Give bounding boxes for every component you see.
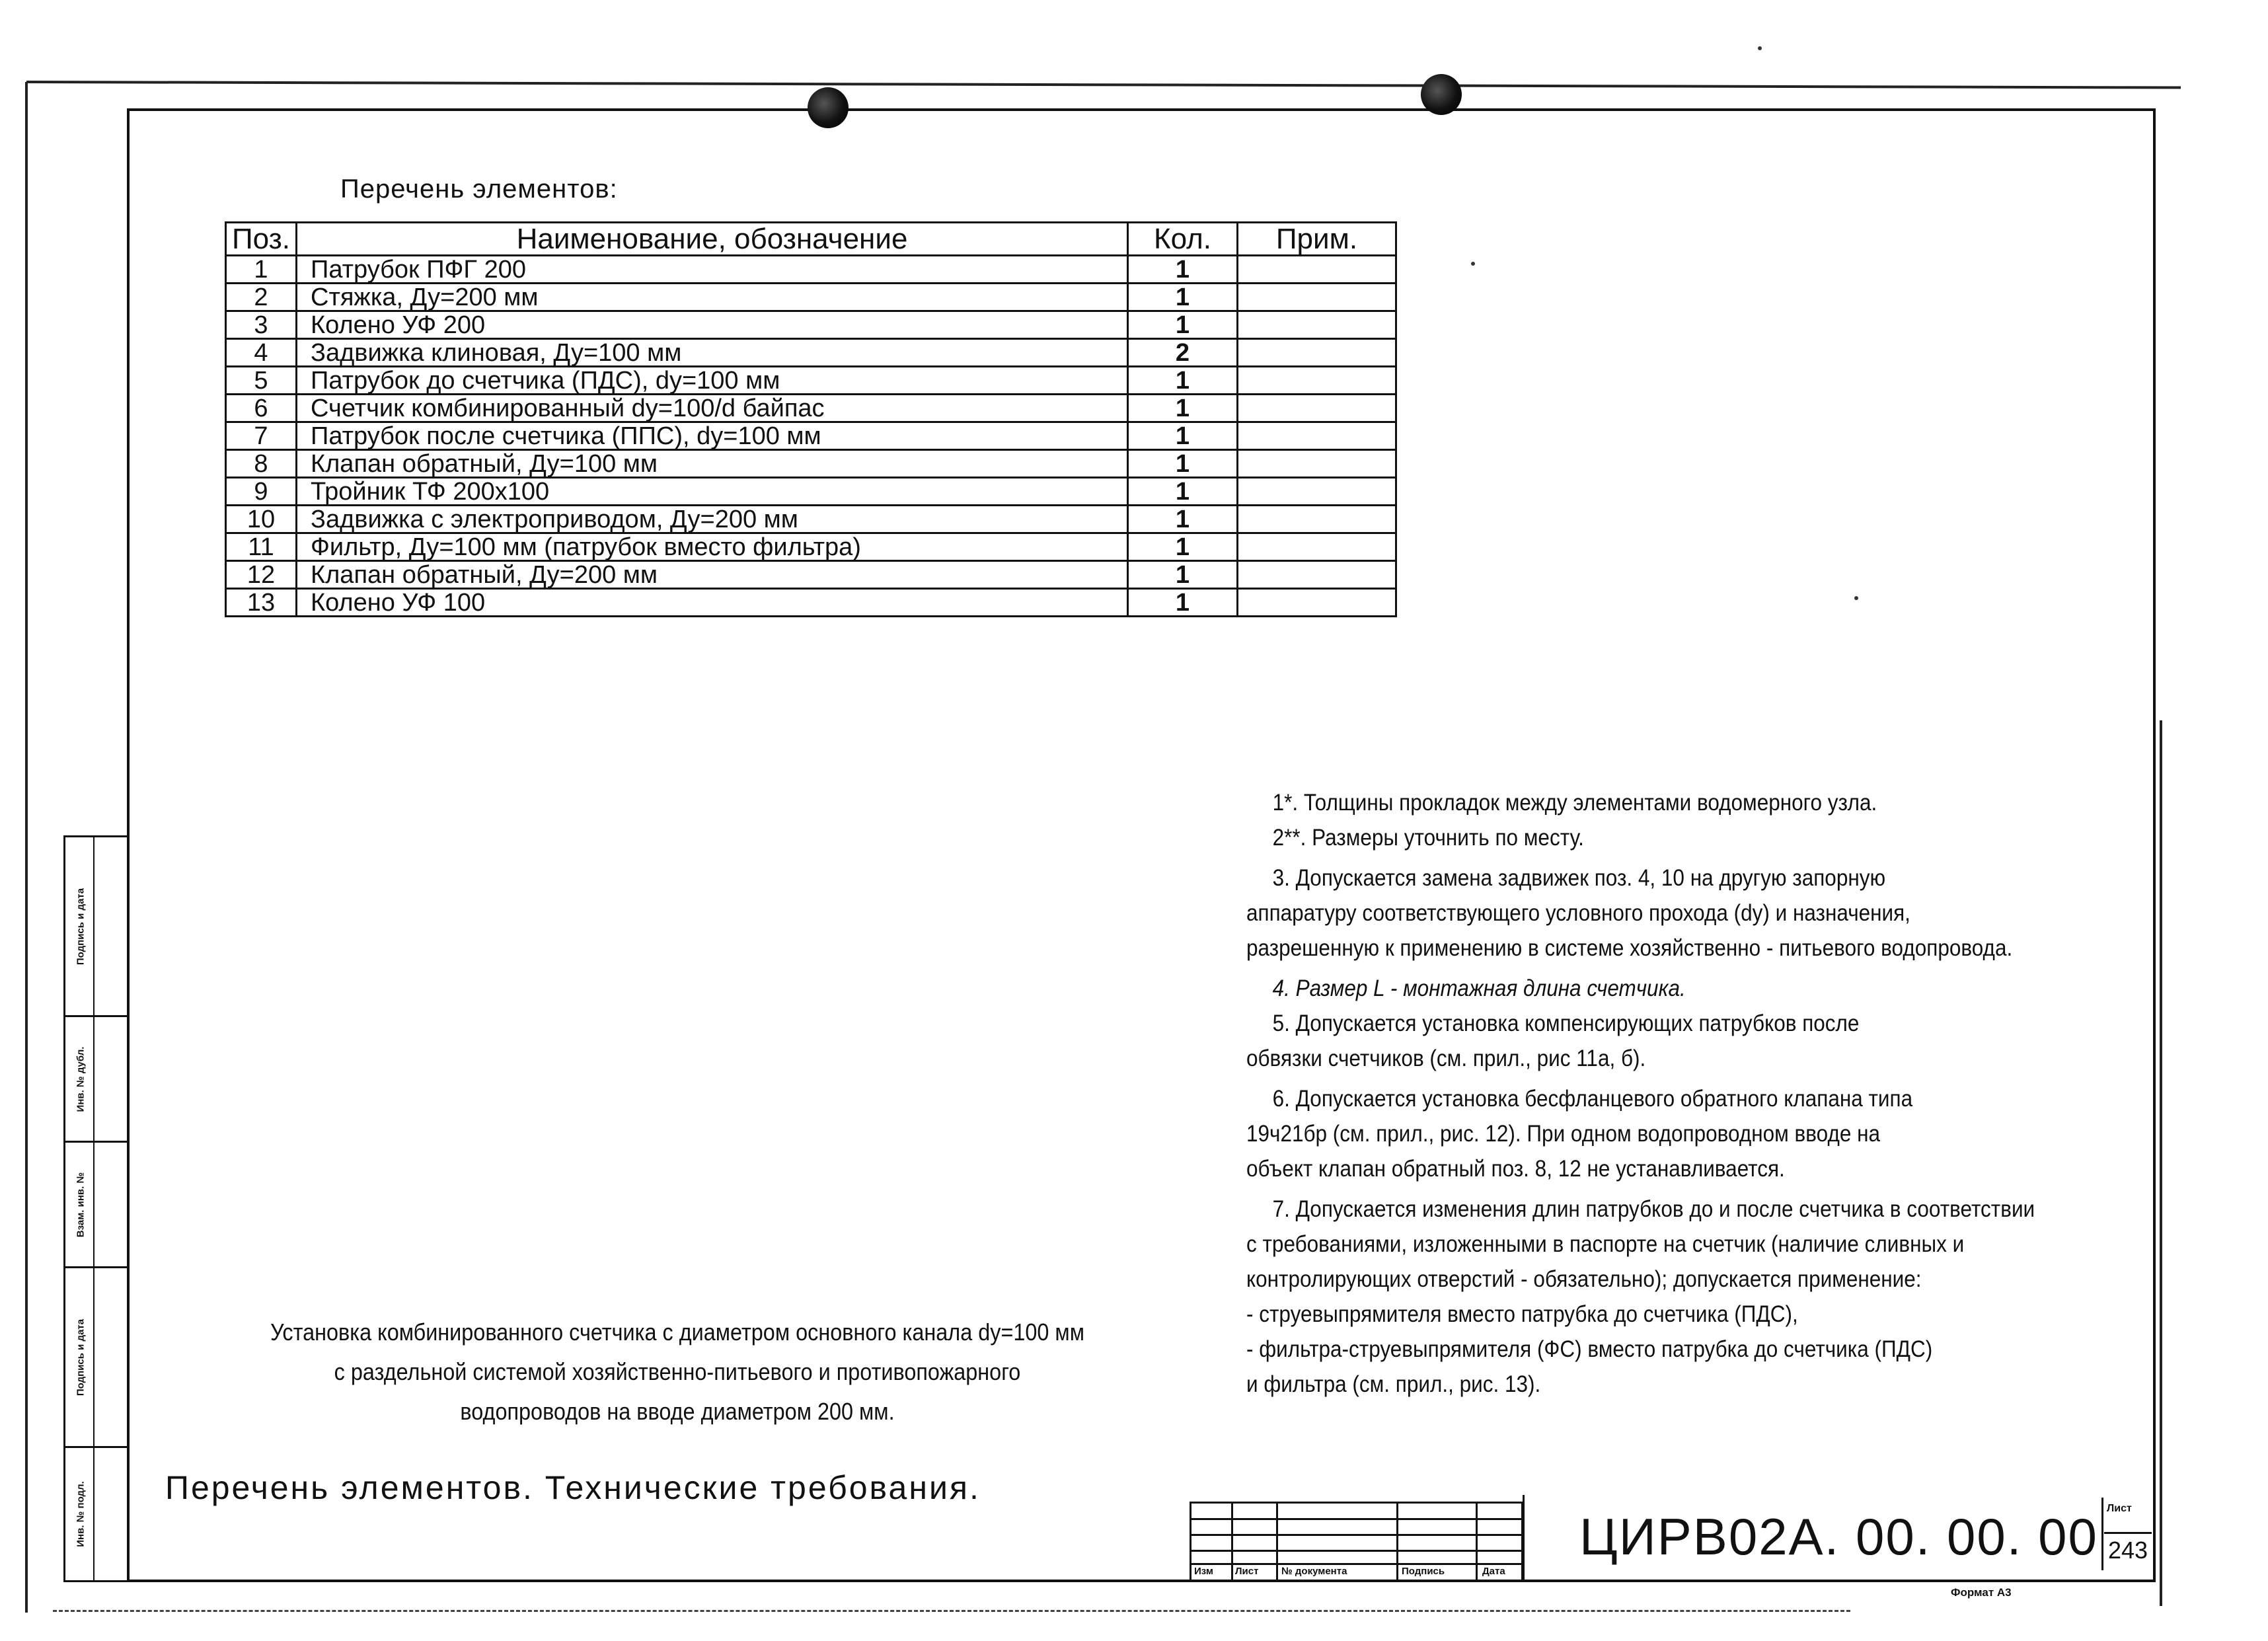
note-3-line: аппаратуру соответствующего условного прохода (dy) и назначения, — [1246, 900, 1910, 926]
cell-pos: 2 — [226, 284, 297, 311]
cell-name: Задвижка с электроприводом, Ду=200 мм — [297, 506, 1128, 533]
title-block-label: Изм — [1194, 1566, 1213, 1577]
cell-pos: 8 — [226, 450, 297, 478]
cell-name: Стяжка, Ду=200 мм — [297, 284, 1128, 311]
note-7-line: с требованиями, изложенными в паспорте на счетчик (наличие сливных и — [1246, 1231, 1965, 1257]
table-row — [226, 395, 1396, 422]
cell-note — [1238, 589, 1396, 617]
scan-speck — [1471, 262, 1475, 266]
cell-qty: 1 — [1128, 395, 1238, 422]
binding-label: Взам. инв. № — [68, 1143, 94, 1266]
cell-qty: 1 — [1128, 311, 1238, 339]
binding-cell — [65, 1448, 128, 1580]
sheet-number: 243 — [2104, 1532, 2152, 1564]
table-row — [226, 284, 1396, 311]
title-block-grid — [1190, 1502, 1523, 1582]
cell-pos: 9 — [226, 478, 297, 506]
note-6-line: 19ч21бр (см. прил., рис. 12). При одном водопроводном вводе на — [1246, 1121, 1881, 1147]
drawing-title: Перечень элементов. Технические требования. — [165, 1469, 981, 1506]
title-block-label: Лист — [1235, 1566, 1259, 1577]
cell-name: Колено УФ 100 — [297, 589, 1128, 617]
cell-name: Фильтр, Ду=100 мм (патрубок вместо фильтра) — [297, 533, 1128, 561]
cell-pos: 12 — [226, 561, 297, 589]
cell-qty: 1 — [1128, 256, 1238, 284]
table-row — [226, 478, 1396, 506]
cell-note — [1238, 506, 1396, 533]
cell-qty: 1 — [1128, 478, 1238, 506]
note-7-line: - фильтра-струевыпрямителя (ФС) вместо патрубка до счетчика (ПДС) — [1246, 1336, 1933, 1362]
cell-note — [1238, 561, 1396, 589]
cell-pos: 1 — [226, 256, 297, 284]
cell-note — [1238, 367, 1396, 395]
punch-hole — [1421, 74, 1462, 115]
table-row — [226, 506, 1396, 533]
note-3-line: разрешенную к применению в системе хозяйственно - питьевого водопровода. — [1246, 935, 2013, 961]
cell-name: Клапан обратный, Ду=100 мм — [297, 450, 1128, 478]
binding-label: Подпись и дата — [68, 1268, 94, 1446]
note-7-line: - струевыпрямителя вместо патрубка до счетчика (ПДС), — [1246, 1301, 1798, 1327]
scan-speck — [1758, 46, 1762, 50]
title-block-label: Подпись — [1402, 1566, 1445, 1577]
cell-name: Колено УФ 200 — [297, 311, 1128, 339]
technical-requirements — [1246, 785, 2138, 1402]
elements-table — [225, 221, 1397, 617]
column-header-qty: Кол. — [1128, 223, 1238, 256]
note-5-line: 5. Допускается установка компенсирующих патрубков после — [1272, 1011, 1860, 1036]
outer-frame-right — [2160, 720, 2162, 1606]
cell-qty: 1 — [1128, 284, 1238, 311]
note-6-line: 6. Допускается установка бесфланцевого обратного клапана типа — [1272, 1086, 1913, 1112]
elements-list-title: Перечень элементов: — [340, 174, 618, 204]
cell-qty: 1 — [1128, 506, 1238, 533]
title-block-separator — [1523, 1495, 1525, 1582]
cell-name: Тройник ТФ 200х100 — [297, 478, 1128, 506]
cell-pos: 4 — [226, 339, 297, 367]
cell-name: Патрубок после счетчика (ППС), dy=100 мм — [297, 422, 1128, 450]
installation-caption — [178, 1313, 1176, 1431]
note-6-line: объект клапан обратный поз. 8, 12 не устанавливается. — [1246, 1156, 1785, 1182]
cell-qty: 2 — [1128, 339, 1238, 367]
cell-qty: 1 — [1128, 422, 1238, 450]
cell-name: Патрубок ПФГ 200 — [297, 256, 1128, 284]
note-3-line: 3. Допускается замена задвижек поз. 4, 10 на другую запорную — [1272, 865, 1886, 891]
note-7-line: контролирующих отверстий - обязательно); допускается применение: — [1246, 1266, 1922, 1292]
binding-label: Подпись и дата — [68, 837, 94, 1015]
table-row — [226, 589, 1396, 617]
caption-line: Установка комбинированного счетчика с диаметром основного канала dy=100 мм — [270, 1318, 1084, 1346]
column-header-pos: Поз. — [226, 223, 297, 256]
punch-hole — [808, 87, 849, 128]
cell-note — [1238, 284, 1396, 311]
note-4: 4. Размер L - монтажная длина счетчика. — [1272, 975, 1686, 1001]
cell-name: Задвижка клиновая, Ду=100 мм — [297, 339, 1128, 367]
note-1: 1*. Толщины прокладок между элементами водомерного узла. — [1272, 790, 1877, 816]
caption-line: с раздельной системой хозяйственно-питьевого и противопожарного — [334, 1358, 1021, 1385]
cell-note — [1238, 422, 1396, 450]
outer-frame-left — [25, 82, 28, 1613]
binding-strip — [63, 835, 130, 1582]
table-row — [226, 311, 1396, 339]
cell-qty: 1 — [1128, 561, 1238, 589]
binding-cell — [65, 1017, 128, 1143]
binding-cell — [65, 837, 128, 1017]
cell-pos: 7 — [226, 422, 297, 450]
table-row — [226, 256, 1396, 284]
cell-name: Патрубок до счетчика (ПДС), dy=100 мм — [297, 367, 1128, 395]
column-header-name: Наименование, обозначение — [297, 223, 1128, 256]
sheet-label: Лист — [2107, 1503, 2132, 1514]
outer-frame-top — [26, 81, 2181, 89]
cell-note — [1238, 533, 1396, 561]
cell-name: Клапан обратный, Ду=200 мм — [297, 561, 1128, 589]
note-5-line: обвязки счетчиков (см. прил., рис 11а, б). — [1246, 1046, 1646, 1071]
cell-pos: 5 — [226, 367, 297, 395]
cell-pos: 13 — [226, 589, 297, 617]
table-row — [226, 561, 1396, 589]
binding-cell — [65, 1268, 128, 1448]
title-block-label: Дата — [1482, 1566, 1505, 1577]
note-7-line: и фильтра (см. прил., рис. 13). — [1246, 1371, 1541, 1397]
cell-note — [1238, 339, 1396, 367]
cell-qty: 1 — [1128, 533, 1238, 561]
cell-note — [1238, 311, 1396, 339]
table-row — [226, 339, 1396, 367]
table-row — [226, 422, 1396, 450]
caption-line: водопроводов на вводе диаметром 200 мм. — [460, 1398, 895, 1425]
table-row — [226, 533, 1396, 561]
column-header-note: Прим. — [1238, 223, 1396, 256]
cell-qty: 1 — [1128, 589, 1238, 617]
binding-cell — [65, 1143, 128, 1268]
table-header-row — [226, 223, 1396, 256]
cell-name: Счетчик комбинированный dy=100/d байпас — [297, 395, 1128, 422]
cell-qty: 1 — [1128, 450, 1238, 478]
note-7-line: 7. Допускается изменения длин патрубков до и после счетчика в соответствии — [1272, 1196, 2035, 1222]
cell-pos: 11 — [226, 533, 297, 561]
paper-format: Формат А3 — [1951, 1586, 2012, 1599]
cell-note — [1238, 450, 1396, 478]
cell-pos: 6 — [226, 395, 297, 422]
note-2: 2**. Размеры уточнить по месту. — [1272, 825, 1584, 851]
binding-label: Инв. № дубл. — [68, 1017, 94, 1141]
cell-pos: 10 — [226, 506, 297, 533]
cell-note — [1238, 478, 1396, 506]
table-row — [226, 367, 1396, 395]
cell-pos: 3 — [226, 311, 297, 339]
title-block-label: № документа — [1281, 1566, 1347, 1577]
document-code: ЦИРВ02А. 00. 00. 00 — [1579, 1507, 2098, 1566]
cell-note — [1238, 256, 1396, 284]
binding-label: Инв. № подл. — [68, 1448, 94, 1580]
outer-frame-bottom — [53, 1610, 1850, 1612]
cell-note — [1238, 395, 1396, 422]
scan-speck — [1854, 596, 1858, 600]
table-row — [226, 450, 1396, 478]
cell-qty: 1 — [1128, 367, 1238, 395]
